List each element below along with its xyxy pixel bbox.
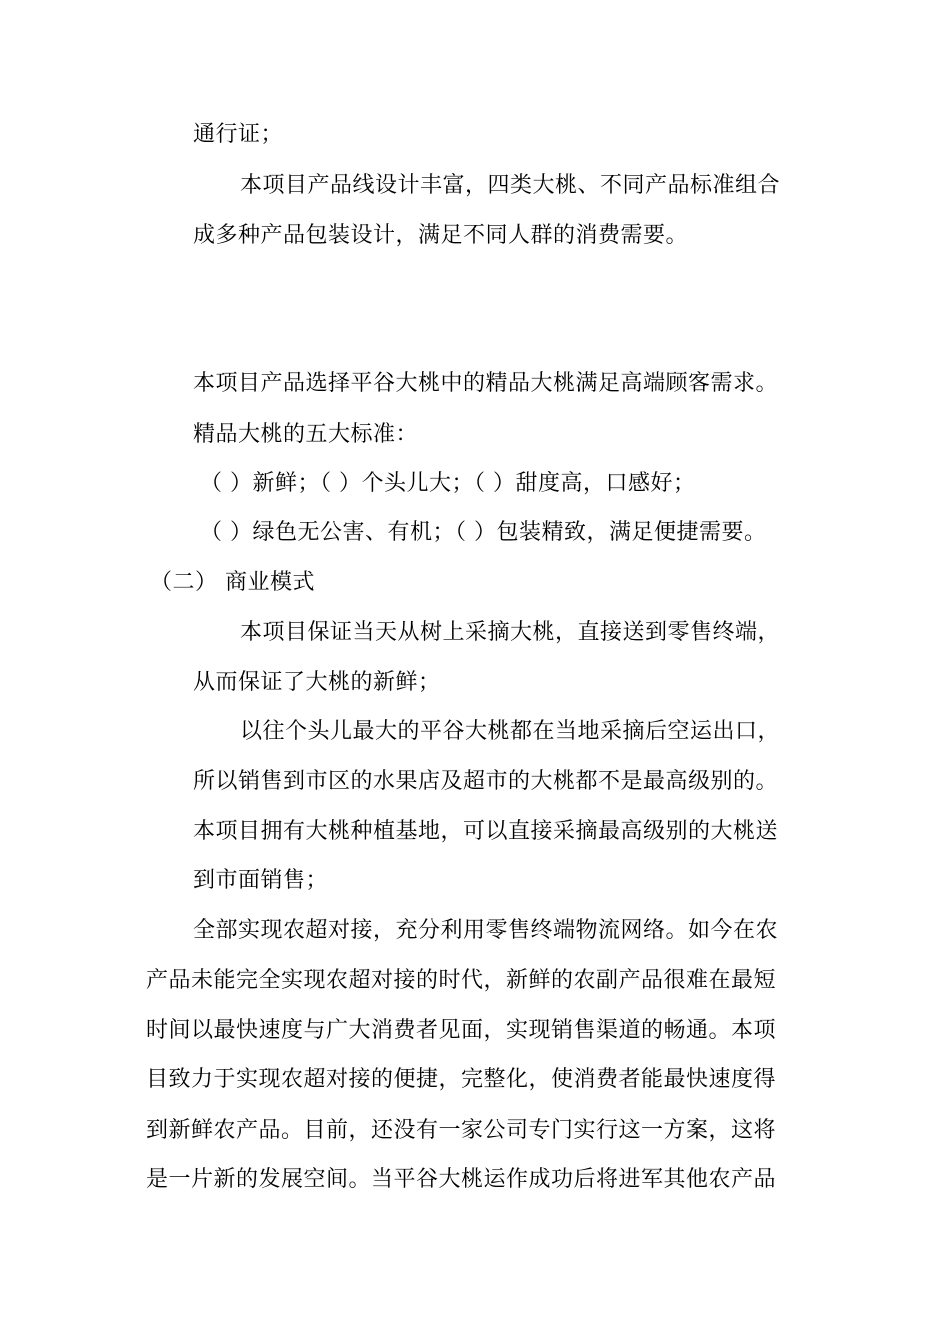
text-line: 本项目保证当天从树上采摘大桃，直接送到零售终端， — [240, 620, 781, 645]
section-heading: （二） 商业模式 — [150, 570, 315, 595]
text-line: 本项目产品选择平谷大桃中的精品大桃满足高端顾客需求。 — [193, 371, 779, 396]
text-line: 目致力于实现农超对接的便捷，完整化，使消费者能最快速度得 — [146, 1067, 777, 1092]
text-line: 以往个头儿最大的平谷大桃都在当地采摘后空运出口， — [240, 719, 781, 744]
text-line: 从而保证了大桃的新鲜； — [193, 670, 441, 695]
text-line: 到新鲜农产品。目前，还没有一家公司专门实行这一方案，这将 — [146, 1118, 777, 1143]
text-line: 所以销售到市区的水果店及超市的大桃都不是最高级别的。 — [193, 769, 779, 794]
text-line: 本项目产品线设计丰富，四类大桃、不同产品标准组合 — [240, 173, 781, 198]
text-line: 时间以最快速度与广大消费者见面，实现销售渠道的畅通。本项 — [146, 1018, 777, 1043]
text-line: 全部实现农超对接，充分利用零售终端物流网络。如今在农 — [193, 918, 779, 943]
text-line: （ ）新鲜；（ ）个头儿大；（ ）甜度高，口感好； — [200, 471, 696, 496]
text-line: 是一片新的发展空间。当平谷大桃运作成功后将进军其他农产品 — [146, 1167, 777, 1192]
text-line: 本项目拥有大桃种植基地，可以直接采摘最高级别的大桃送 — [193, 819, 779, 844]
text-line: 精品大桃的五大标准： — [193, 422, 419, 447]
text-line: （ ）绿色无公害、有机；（ ）包装精致，满足便捷需要。 — [200, 520, 767, 545]
text-line: 通行证； — [193, 122, 284, 147]
text-line: 产品未能完全实现农超对接的时代，新鲜的农副产品很难在最短 — [146, 968, 777, 993]
text-line: 到市面销售； — [193, 868, 329, 893]
text-line: 成多种产品包装设计，满足不同人群的消费需要。 — [193, 223, 689, 248]
